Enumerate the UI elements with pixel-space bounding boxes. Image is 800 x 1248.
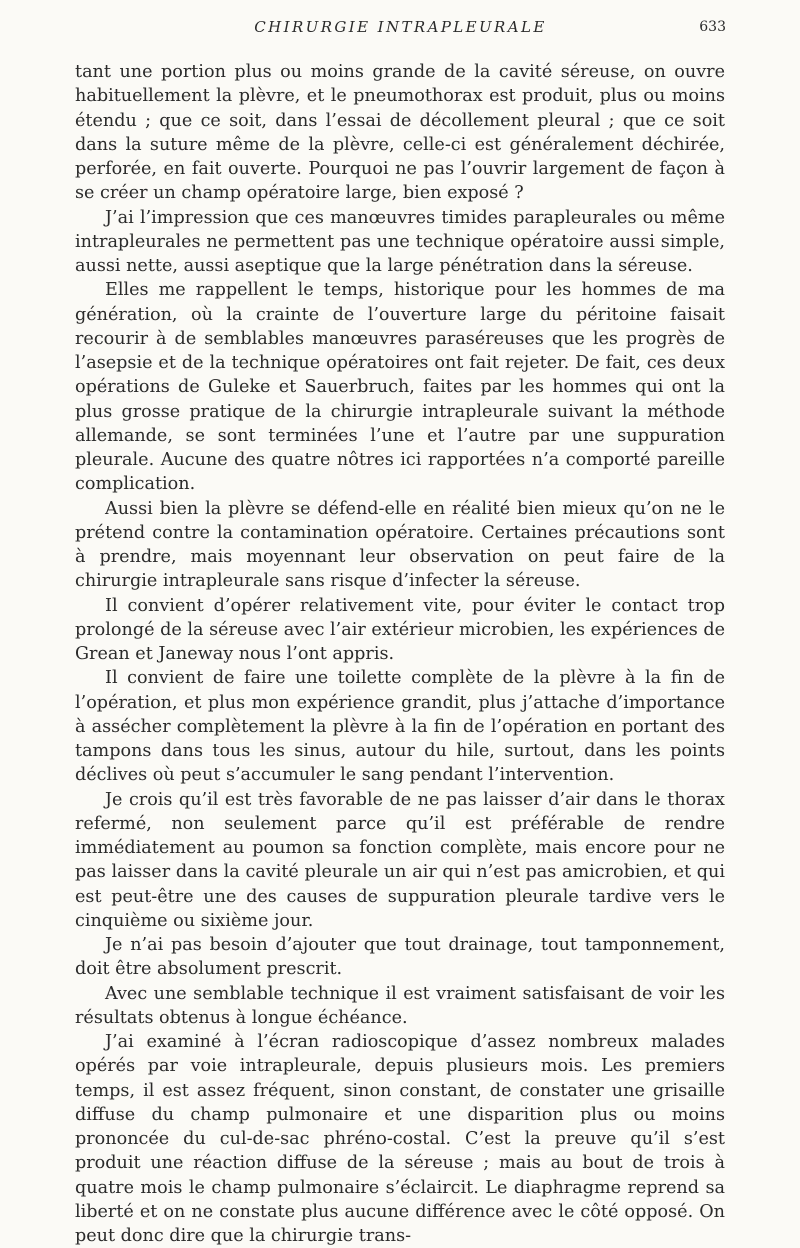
page-number: 633: [699, 19, 726, 35]
paragraph: J’ai examiné à l’écran radioscopique d’assez nombreux malades opérés par voie intrapleurale, depuis plusieurs mois. Les premiers temps, il est assez fréquent, sinon constant, de constater une grisaille diffuse du champ pulmonaire et une disparition plus ou moins prononcée du cul-de-sac phréno-costal. C’est la preuve qu’il s’est produit une réaction diffuse de la séreuse ; mais au bout de trois à quatre mois le champ pulmonaire s’éclaircit. Le diaphragme reprend sa liberté et on ne constate plus aucune différence avec le côté opposé. On peut donc dire que la chirurgie trans-: [75, 1032, 725, 1246]
paragraph: Je crois qu’il est très favorable de ne pas laisser d’air dans le thorax refermé, non seulement parce qu’il est préférable de rendre immédiatement au poumon sa fonction complète, mais encore pour ne pas laisser dans la cavité pleurale un air qui n’est pas amicrobien, et qui est peut-être une des causes de suppuration pleurale tardive vers le cinquième ou sixième jour.: [75, 789, 725, 931]
paragraph: Aussi bien la plèvre se défend-elle en réalité bien mieux qu’on ne le prétend contre la contamination opératoire. Certaines précautions sont à prendre, mais moyennant leur observation on peut faire de la chirurgie intrapleurale sans risque d’infecter la séreuse.: [75, 498, 725, 592]
running-title: CHIRURGIE INTRAPLEURALE: [254, 18, 547, 36]
paragraph: Je n’ai pas besoin d’ajouter que tout drainage, tout tamponnement, doit être absolument prescrit.: [75, 935, 725, 980]
paragraph: tant une portion plus ou moins grande de la cavité séreuse, on ouvre habituellement la plèvre, et le pneumothorax est produit, plus ou moins étendu ; que ce soit, dans l’essai de décollement pleural ; que ce soit dans la suture même de la plèvre, celle-ci est généralement déchirée, perforée, en fait ouverte. Pourquoi ne pas l’ouvrir largement de façon à se créer un champ opératoire large, bien exposé ?: [75, 62, 725, 204]
paragraph: Il convient d’opérer relativement vite, pour éviter le contact trop prolongé de la séreuse avec l’air extérieur microbien, les expériences de Grean et Janeway nous l’ont appris.: [75, 595, 725, 664]
page-header: [75, 18, 726, 42]
paragraph: Avec une semblable technique il est vraiment satisfaisant de voir les résultats obtenus à longue échéance.: [75, 983, 725, 1028]
paragraph: Elles me rappellent le temps, historique pour les hommes de ma génération, où la crainte de l’ouverture large du péritoine faisait recourir à de semblables manœuvres paraséreuses que les progrès de l’asepsie et de la technique opératoires ont fait rejeter. De fait, ces deux opérations de Guleke et Sauerbruch, faites par les hommes qui ont la plus grosse pratique de la chirurgie intrapleurale suivant la méthode allemande, se sont terminées l’une et l’autre par une suppuration pleurale. Aucune des quatre nôtres ici rapportées n’a comporté pareille complication.: [75, 280, 725, 495]
paragraph: Il convient de faire une toilette complète de la plèvre à la fin de l’opération, et plus mon expérience grandit, plus j’attache d’importance à assécher complètement la plèvre à la fin de l’opération en portant des tampons dans tous les sinus, autour du hile, surtout, dans les points déclives où peut s’accumuler le sang pendant l’intervention.: [75, 668, 725, 786]
paragraph: J’ai l’impression que ces manœuvres timides parapleurales ou même intrapleurales ne permettent pas une technique opératoire aussi simple, aussi nette, aussi aseptique que la large pénétration dans la séreuse.: [75, 207, 725, 276]
body-text: [75, 60, 725, 1248]
